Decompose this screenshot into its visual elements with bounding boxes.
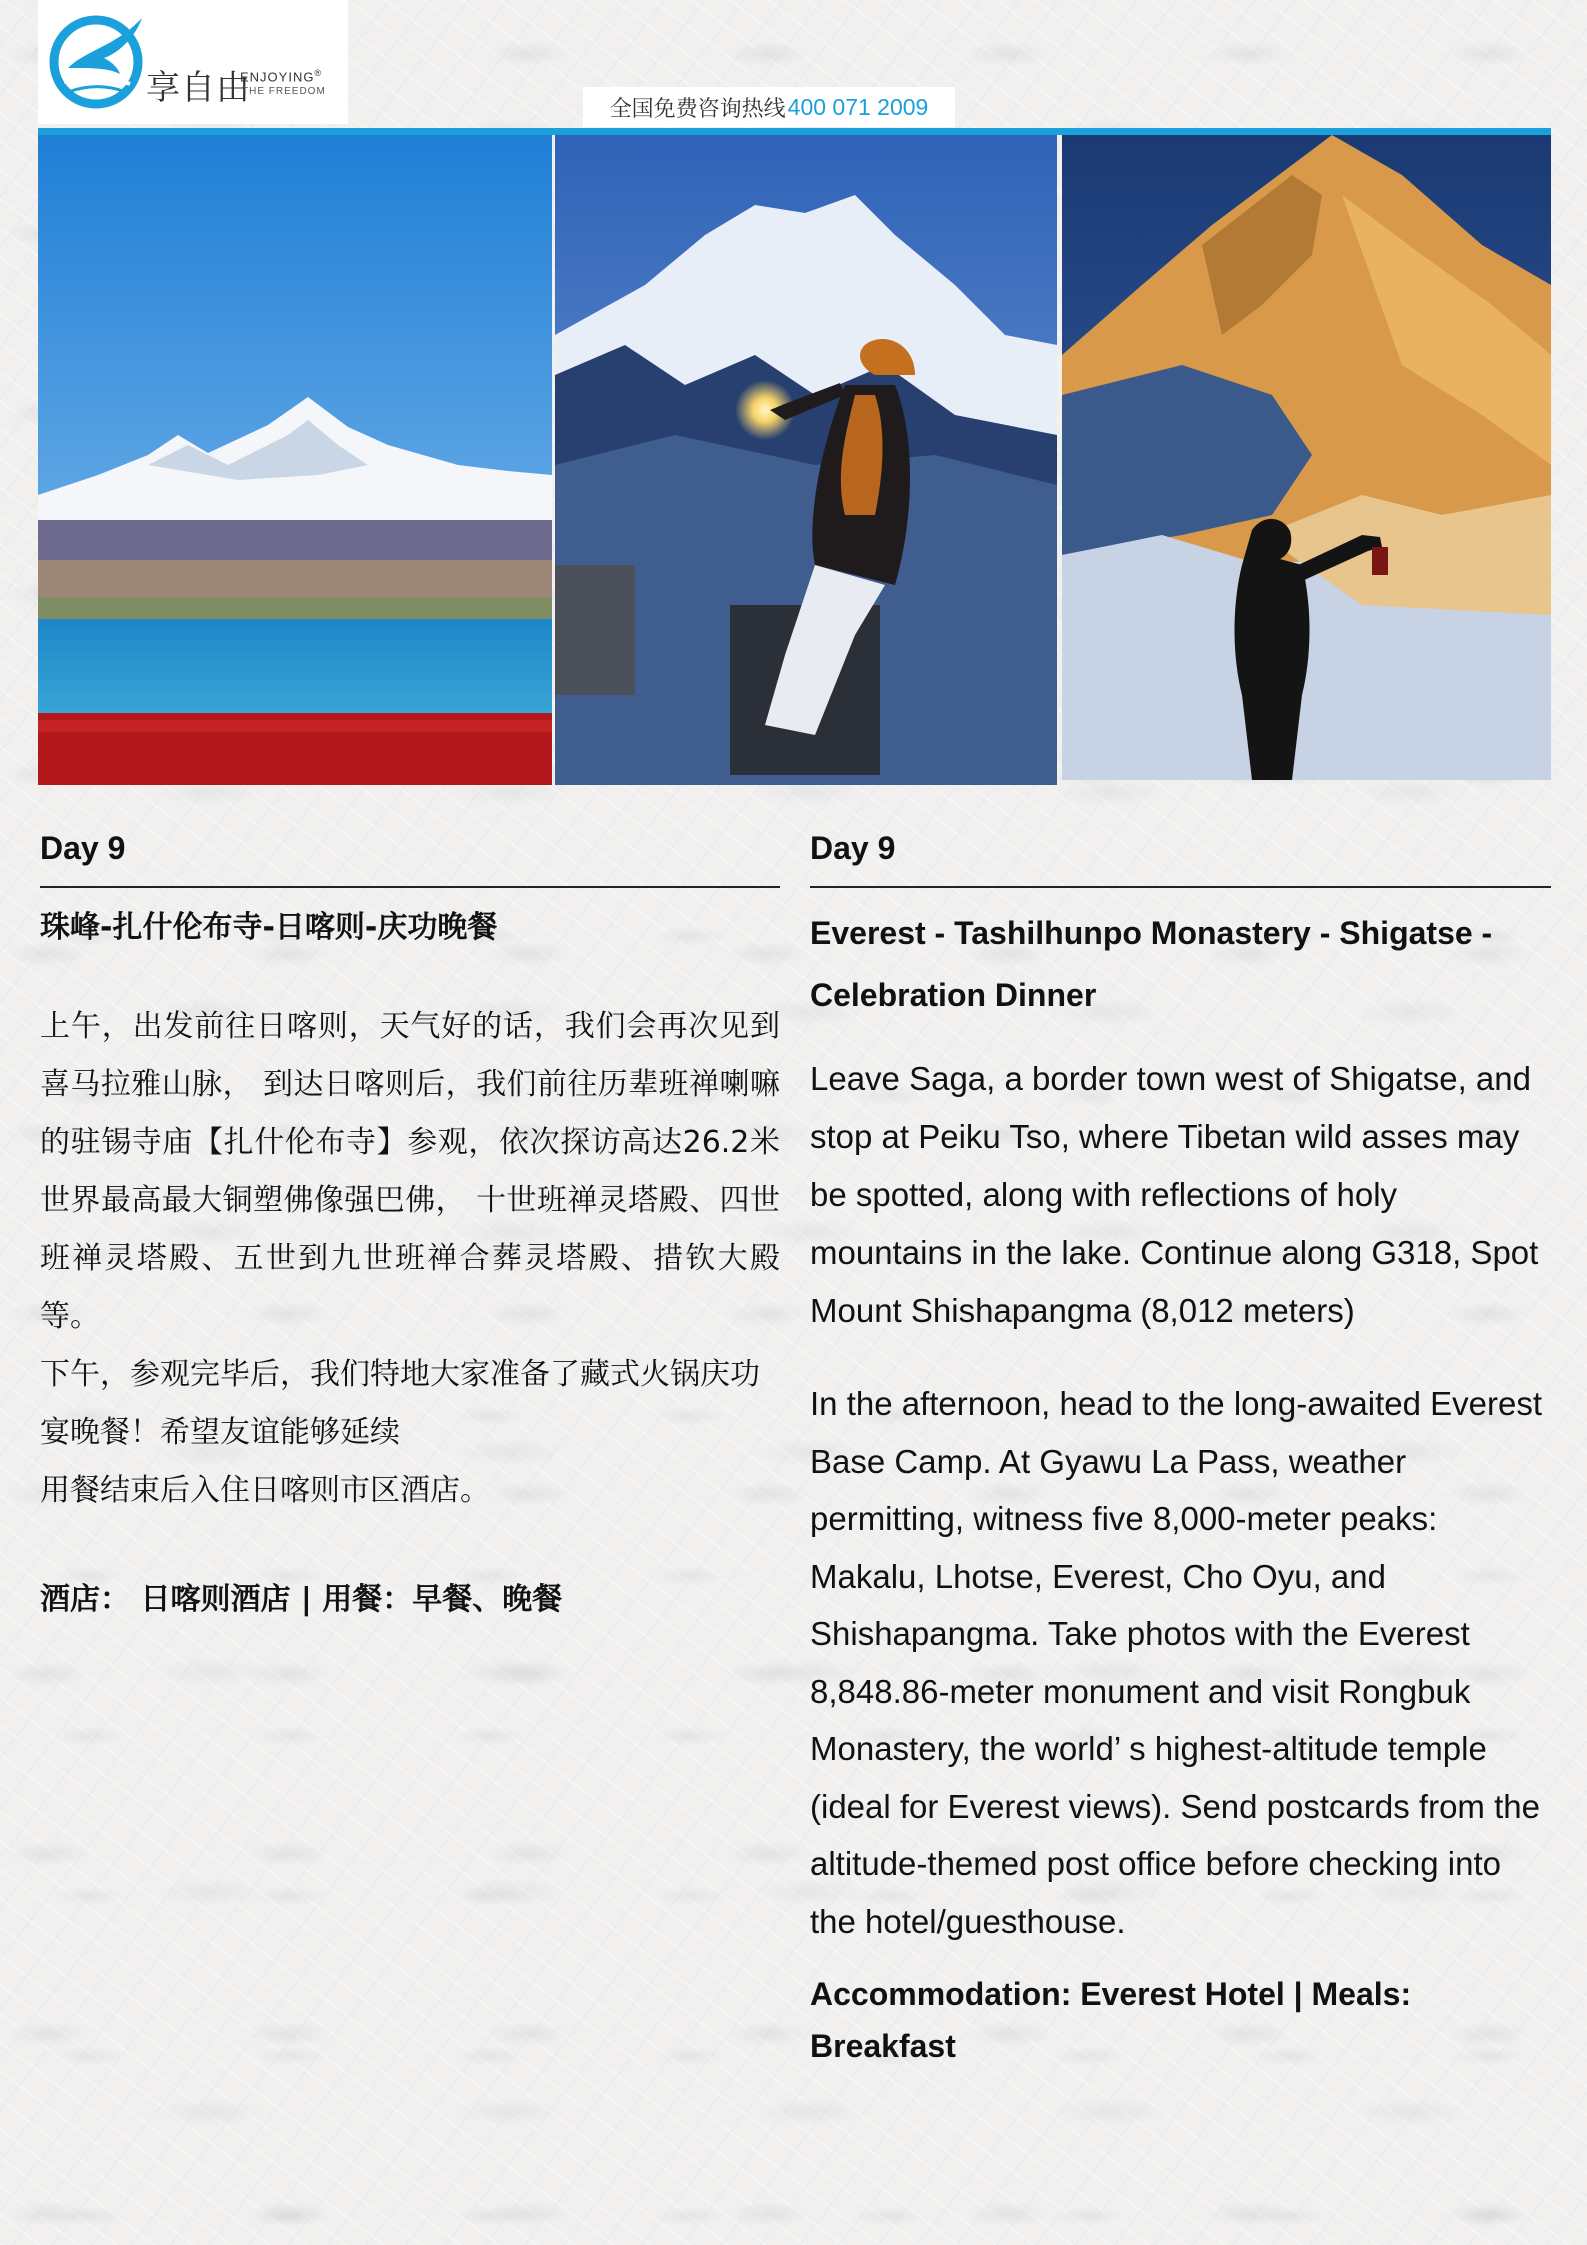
logo-english-text: ENJOYING® — [240, 68, 323, 85]
hotel-meals-info: 酒店： 日喀则酒店 | 用餐：早餐、晚餐 — [40, 1582, 563, 1617]
header-divider-bar — [38, 128, 1551, 135]
morning-description: 上午，出发前往日喀则，天气好的话，我们会再次见到喜马拉雅山脉， 到达日喀则后，我们前往历辈班禅喇嘛的驻锡寺庙【扎什伦布寺】参观，依次探访高达26.2米世界最高最大铜塑佛像强巴佛， 十世班禅灵塔殿、四世班禅灵塔殿、五世到九世班禅合葬灵塔殿、措钦大殿等。 — [40, 1009, 780, 1334]
logo — [38, 0, 348, 124]
english-itinerary-column — [810, 820, 1555, 2072]
hotline-label: 全国免费咨询热线 — [609, 96, 786, 122]
day-label: Day 9 — [40, 830, 126, 866]
hotline-banner — [583, 87, 955, 127]
section-divider — [40, 886, 780, 888]
logo-subtitle-text: THE FREEDOM — [242, 86, 326, 97]
morning-description: Leave Saga, a border town west of Shigatse, and stop at Peiku Tso, where Tibetan wild asses may be spotted, along with reflections of holy mountains in the lake. Continue along G318, Spot Mount Shishapangma (8,012 meters) — [810, 1060, 1539, 1329]
itinerary-title: 珠峰-扎什伦布寺-日喀则-庆功晚餐 — [40, 910, 498, 945]
evening-description: 用餐结束后入住日喀则市区酒店。 — [40, 1473, 490, 1508]
afternoon-description: In the afternoon, head to the long-awaited Everest Base Camp. At Gyawu La Pass, weather permitting, witness five 8,000-meter peaks: Makalu, Lhotse, Everest, Cho Oyu, and Shishapangma. Take photos with the Everest 8,848.86-meter monument and visit Rongbuk Monastery, the world’ s highest-altitude temple (ideal for Everest views). Send postcards from the altitude-themed post office before checking into the hotel/guesthouse. — [810, 1385, 1542, 1940]
dolphin-logo-icon — [46, 10, 146, 110]
afternoon-description: 下午，参观完毕后，我们特地大家准备了藏式火锅庆功宴晚餐！希望友谊能够延续 — [40, 1357, 760, 1450]
accommodation-meals-info: Accommodation: Everest Hotel | Meals: Breakfast — [810, 1976, 1412, 2064]
section-divider — [810, 886, 1551, 888]
day-label: Day 9 — [810, 830, 896, 866]
everest-sunset-lantern-photo — [1062, 135, 1551, 780]
itinerary-title: Everest - Tashilhunpo Monastery - Shigatse - Celebration Dinner — [810, 915, 1493, 1013]
person-with-lantern-night-photo — [555, 135, 1057, 785]
snow-mountain-lake-photo — [38, 135, 552, 785]
hotline-number: 400 071 2009 — [787, 93, 929, 120]
chinese-itinerary-column — [40, 820, 780, 1618]
logo-chinese-text: 享自由 — [146, 68, 251, 108]
